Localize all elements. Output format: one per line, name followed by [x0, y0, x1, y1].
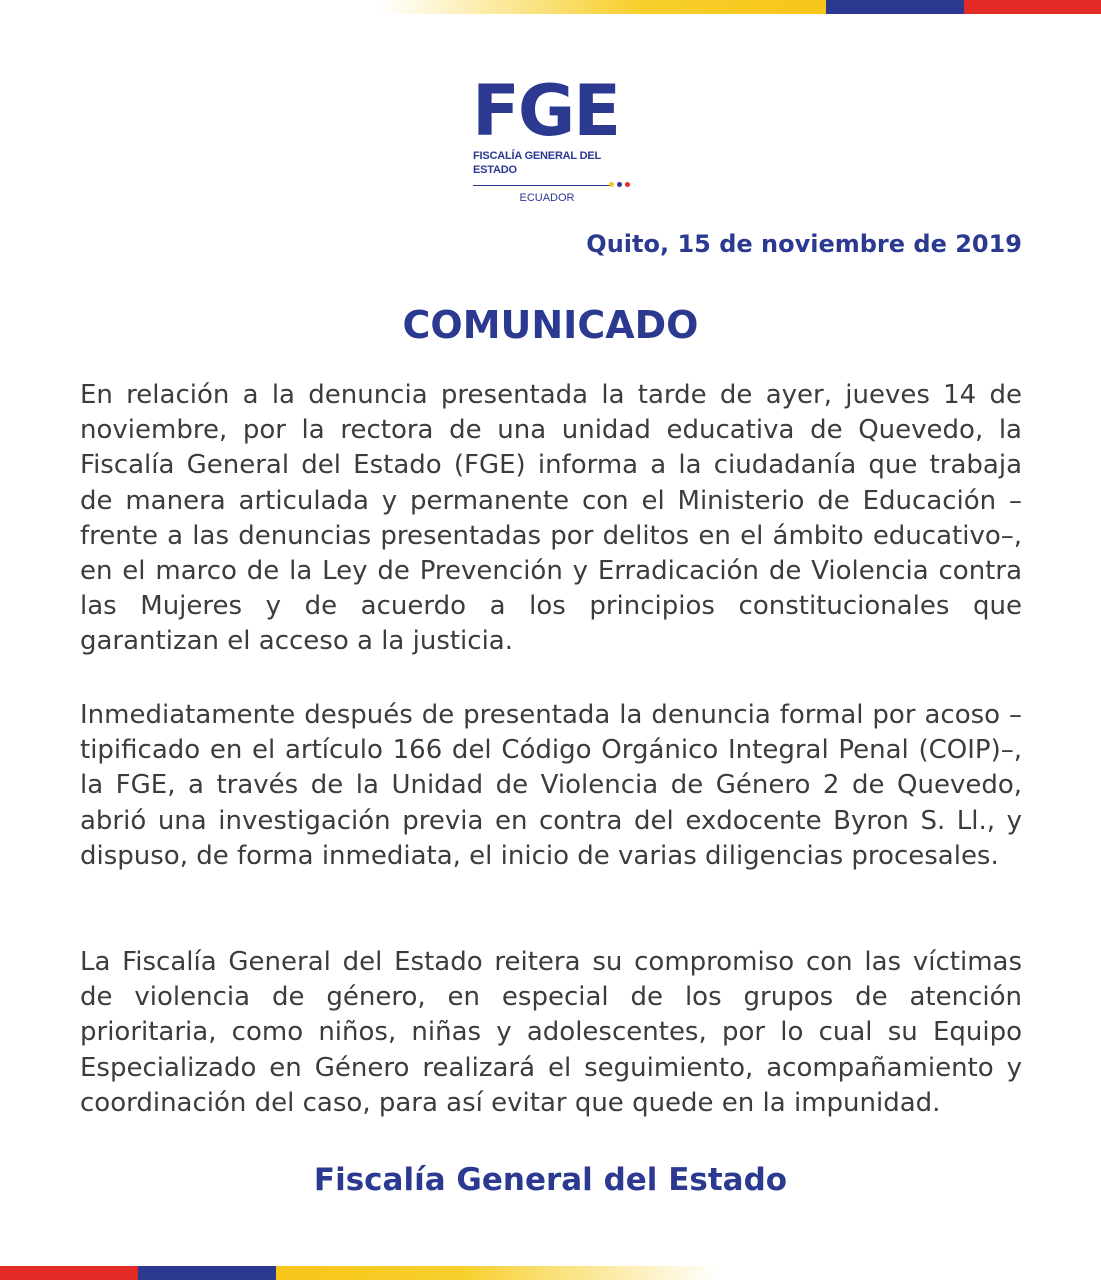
logo-rule-row [470, 181, 634, 189]
logo-rule [473, 185, 613, 186]
blue-dot-icon [617, 182, 622, 187]
yellow-dot-icon [609, 182, 614, 187]
document-heading: COMUNICADO [402, 303, 699, 347]
bottom-color-stripe [0, 1266, 1101, 1280]
top-color-stripe [0, 0, 1101, 14]
logo-country: ECUADOR [519, 192, 575, 204]
signature: Fiscalía General del Estado [313, 1162, 788, 1198]
fge-logo [470, 70, 634, 205]
paragraph-1: En relación a la denuncia presentada la tarde de ayer, jueves 14 de noviembre, por la rectora de una unidad educativa de Quevedo, la Fiscalía General del Estado (FGE) informa a la ciudadanía que trabaja de manera articulada y permanente con el Ministerio de Educación –frente a las denuncias presentadas por delitos en el ámbito educativo–, en el marco de la Ley de Prevención y Erradicación de Violencia contra las Mujeres y de acuerdo a los principios constitucionales que garantizan el acceso a la justicia. [80, 380, 1022, 657]
document-date: Quito, 15 de noviembre de 2019 [586, 230, 1022, 258]
logo-mark: FGE [472, 70, 620, 152]
paragraph-3: La Fiscalía General del Estado reitera su compromiso con las víctimas de violencia de género, en especial de los grupos de atención prioritaria, como niños, niñas y adolescentes, por lo cual su Equipo Especializado en Género realizará el seguimiento, acompañamiento y coordinación del caso, para así evitar que quede en la impunidad. [80, 947, 1022, 1118]
logo-dots [609, 182, 630, 187]
red-dot-icon [625, 182, 630, 187]
logo-subtitle: FISCALÍA GENERAL DEL ESTADO [473, 150, 601, 176]
paragraph-2: Inmediatamente después de presentada la denuncia formal por acoso –tipificado en el artículo 166 del Código Orgánico Integral Penal (COIP)–, la FGE, a través de la Unidad de Violencia de Género 2 de Quevedo, abrió una investigación previa en contra del exdocente Byron S. Ll., y dispuso, de forma inmediata, el inicio de varias diligencias procesales. [80, 700, 1022, 871]
